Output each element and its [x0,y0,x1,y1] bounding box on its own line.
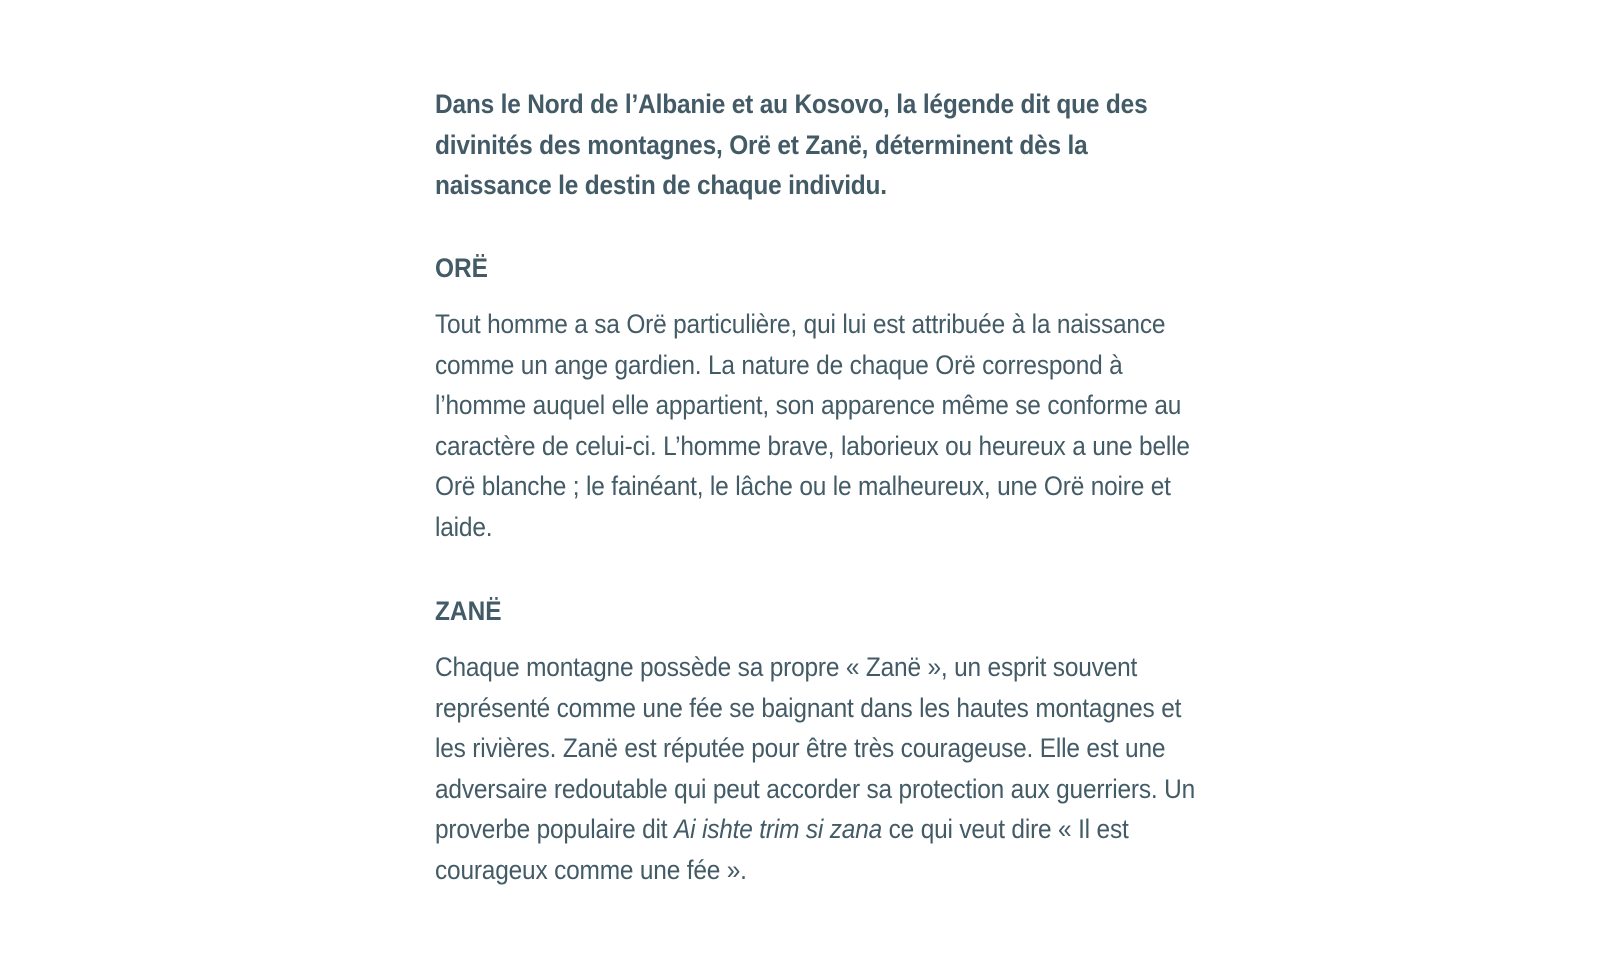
zane-body-text: Chaque montagne possède sa propre « Zanë », un esprit souvent représenté comme une fée se baignant dans les hautes montagnes et les rivières. Zanë est réputée pour être très courageuse. Elle est une adversaire redoutable qui peut accorder sa protection aux guerriers. Un proverbe populaire dit [435,652,1196,845]
section-body-zane [435,647,1205,891]
article [435,84,1205,885]
proverb-italic: Ai ishte trim si zana [673,814,883,845]
section-body-ore: Tout homme a sa Orë particulière, qui lui est attribuée à la naissance comme un ange gardien. La nature de chaque Orë correspond à l’homme auquel elle appartient, son apparence même se conforme au caractère de celui-ci. L’homme brave, laborieux ou heureux a une belle Orë blanche ; le fainéant, le lâche ou le malheureux, une Orë noire et laide. [435,309,1190,542]
section-title-zane: ZANË [435,596,502,626]
section-title-ore: ORË [435,253,488,283]
intro-paragraph: Dans le Nord de l’Albanie et au Kosovo, la légende dit que des divinités des montagnes, Orë et Zanë, déterminent dès la naissance le destin de chaque individu. [435,89,1148,201]
zane-body-text-end: ce qui veut dire « Il est courageux comme une fée ». [435,814,1129,885]
